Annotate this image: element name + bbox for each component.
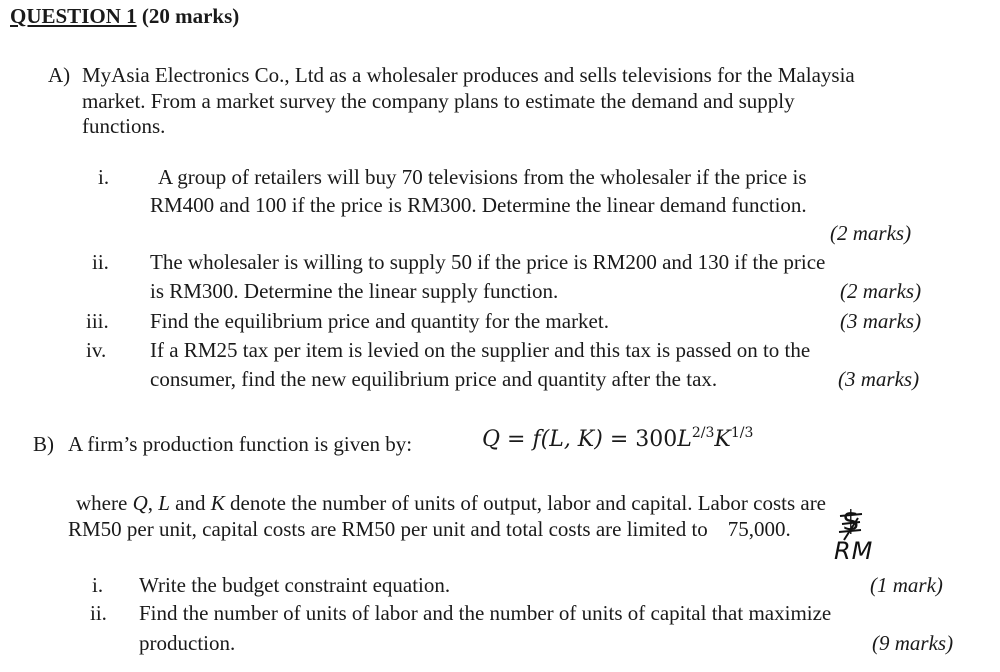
handwritten-rm-correction: RM: [834, 537, 874, 565]
formula-labor-exponent: 2/3: [691, 425, 715, 441]
part-a-item-1-line-1: A group of retailers will buy 70 televisions from the wholesaler if the price is: [158, 165, 807, 189]
desc-where: where: [76, 491, 128, 515]
part-a-item-4-number: iv.: [86, 338, 107, 362]
part-a-intro-line-1: MyAsia Electronics Co., Ltd as a wholesaler produces and sells televisions for the Malaysia: [82, 63, 855, 87]
part-b-item-1-marks: (1 mark): [870, 573, 943, 597]
part-b-item-2-line-2: production.: [139, 631, 236, 655]
part-a-item-3-line-1: Find the equilibrium price and quantity for the market.: [150, 309, 609, 333]
desc-l: L: [158, 491, 170, 515]
part-a-label: A): [48, 63, 71, 87]
part-a-item-2-line-1: The wholesaler is willing to supply 50 if the price is RM200 and 130 if the price: [150, 250, 826, 274]
part-a-item-2-marks: (2 marks): [840, 279, 922, 303]
part-a-intro-line-3: functions.: [82, 114, 166, 138]
formula-capital-exponent: 1/3: [730, 425, 754, 441]
question-number: QUESTION 1: [10, 4, 137, 28]
desc-and: and: [175, 491, 206, 515]
formula-capital-symbol: K: [714, 427, 731, 452]
part-b-item-2-number: ii.: [90, 601, 107, 625]
part-b-description-line-1: [76, 491, 826, 516]
part-b-intro: A firm’s production function is given by:: [68, 432, 413, 456]
part-a-item-3-number: iii.: [86, 309, 109, 333]
desc-amount: 75,000.: [727, 517, 791, 541]
part-b-item-2-marks: (9 marks): [872, 631, 954, 655]
desc-q: Q: [132, 491, 148, 515]
formula-output-symbol: Q: [482, 427, 501, 452]
formula-equals-1: =: [507, 427, 526, 452]
formula-labor-symbol: L: [677, 427, 692, 452]
part-a-item-1-marks: (2 marks): [830, 221, 912, 245]
part-a-item-4-line-1: If a RM25 tax per item is levied on the supplier and this tax is passed on to the: [150, 338, 811, 362]
part-a-item-2-line-2: is RM300. Determine the linear supply function.: [150, 279, 559, 303]
desc-comma: ,: [147, 491, 153, 515]
question-heading: [10, 4, 239, 29]
part-b-label: B): [33, 432, 54, 456]
part-a-intro-line-2: market. From a market survey the company plans to estimate the demand and supply: [82, 89, 795, 113]
part-a-item-1-number: i.: [98, 165, 110, 189]
part-a-item-4-marks: (3 marks): [838, 367, 920, 391]
desc-line-2-text: RM50 per unit, capital costs are RM50 per unit and total costs are limited to: [68, 517, 708, 541]
question-total-marks: (20 marks): [141, 4, 240, 28]
part-a-item-4-line-2: consumer, find the new equilibrium price and quantity after the tax.: [150, 367, 718, 391]
part-b-item-1-number: i.: [92, 573, 104, 597]
production-function-formula: [482, 425, 753, 453]
formula-coefficient: 300: [635, 427, 678, 452]
part-b-item-2-line-1: Find the number of units of labor and the number of units of capital that maximize: [139, 601, 832, 625]
formula-equals-2: =: [609, 427, 629, 452]
part-a-item-2-number: ii.: [92, 250, 109, 274]
part-a-item-3-marks: (3 marks): [840, 309, 922, 333]
part-b-description-line-2: [68, 517, 791, 542]
desc-rest: denote the number of units of output, labor and capital. Labor costs are: [230, 491, 827, 515]
desc-k: K: [210, 491, 225, 515]
part-a-item-1-line-2: RM400 and 100 if the price is RM300. Determine the linear demand function.: [150, 193, 807, 217]
formula-function: f(L, K): [532, 427, 603, 452]
struck-dollar-sign: $: [842, 504, 860, 537]
part-b-item-1-line-1: Write the budget constraint equation.: [139, 573, 451, 597]
